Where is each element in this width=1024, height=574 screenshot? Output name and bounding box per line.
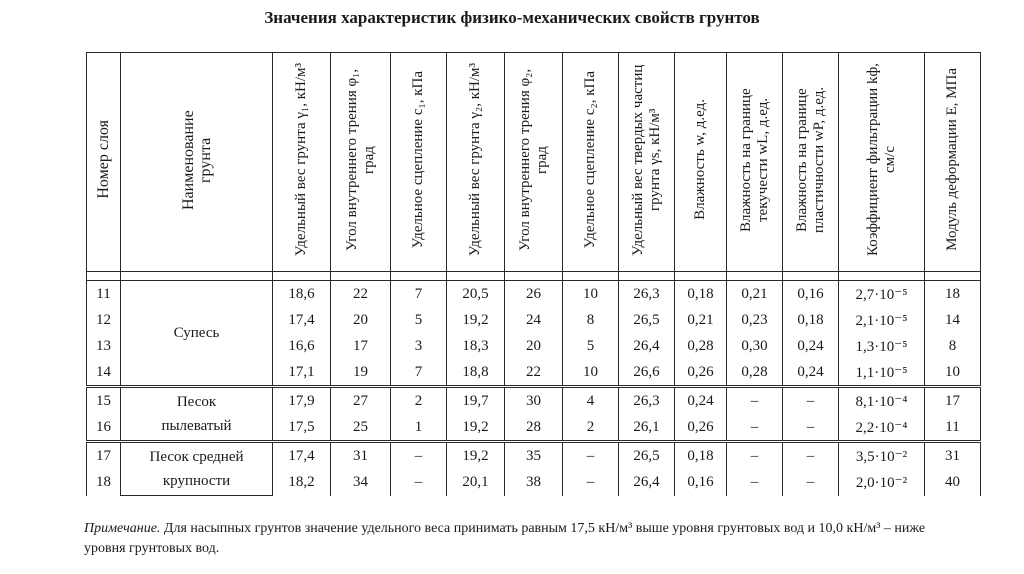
value-cell: 26,3 bbox=[619, 281, 675, 308]
value-cell: 38 bbox=[505, 469, 563, 495]
value-cell: 0,21 bbox=[727, 281, 783, 308]
spacer-cell bbox=[563, 272, 619, 281]
value-cell: 0,28 bbox=[727, 359, 783, 387]
value-cell: 1,3·10⁻⁵ bbox=[839, 333, 925, 359]
header-gamma-1 bbox=[273, 53, 331, 272]
value-cell: 2 bbox=[563, 414, 619, 442]
value-cell: 0,28 bbox=[675, 333, 727, 359]
spacer-cell bbox=[839, 272, 925, 281]
header-label: Угол внутреннего трения φ₁, град bbox=[343, 68, 377, 251]
spacer-cell bbox=[925, 272, 981, 281]
value-cell: 18,2 bbox=[273, 469, 331, 495]
value-cell: 0,30 bbox=[727, 333, 783, 359]
spacer-cell bbox=[447, 272, 505, 281]
spacer-cell bbox=[727, 272, 783, 281]
value-cell: 17,5 bbox=[273, 414, 331, 442]
value-cell: 7 bbox=[391, 359, 447, 387]
value-cell: 7 bbox=[391, 281, 447, 308]
value-cell: 0,18 bbox=[675, 281, 727, 308]
spacer-cell bbox=[87, 272, 121, 281]
value-cell: 17,4 bbox=[273, 442, 331, 470]
spacer-row bbox=[87, 272, 981, 281]
value-cell: 17 bbox=[331, 333, 391, 359]
header-modulus bbox=[925, 53, 981, 272]
value-cell: 26,4 bbox=[619, 469, 675, 495]
value-cell: 31 bbox=[925, 442, 981, 470]
soil-name-line: Песок средней bbox=[149, 449, 244, 465]
value-cell: – bbox=[727, 414, 783, 442]
table-body bbox=[87, 272, 981, 496]
value-cell: 10 bbox=[563, 359, 619, 387]
soil-name-line: пылеватый bbox=[161, 418, 232, 434]
value-cell: 0,26 bbox=[675, 414, 727, 442]
value-cell: 26,1 bbox=[619, 414, 675, 442]
value-cell: 18,3 bbox=[447, 333, 505, 359]
value-cell: 0,21 bbox=[675, 307, 727, 333]
value-cell: 20 bbox=[331, 307, 391, 333]
value-cell: 0,23 bbox=[727, 307, 783, 333]
value-cell: 17 bbox=[925, 387, 981, 415]
layer-number-cell: 15 bbox=[87, 387, 121, 415]
value-cell: 19,2 bbox=[447, 442, 505, 470]
value-cell: 26,5 bbox=[619, 307, 675, 333]
header-label: Угол внутреннего трения φ₂, град bbox=[516, 68, 550, 251]
value-cell: 27 bbox=[331, 387, 391, 415]
header-filtration bbox=[839, 53, 925, 272]
value-cell: 30 bbox=[505, 387, 563, 415]
value-cell: 2 bbox=[391, 387, 447, 415]
value-cell: – bbox=[563, 442, 619, 470]
value-cell: 5 bbox=[391, 307, 447, 333]
value-cell: 26,4 bbox=[619, 333, 675, 359]
value-cell: 26,5 bbox=[619, 442, 675, 470]
value-cell: 2,0·10⁻² bbox=[839, 469, 925, 495]
value-cell: 22 bbox=[331, 281, 391, 308]
soil-name-cell bbox=[121, 281, 273, 387]
header-c-2 bbox=[563, 53, 619, 272]
value-cell: 0,24 bbox=[675, 387, 727, 415]
header-label: Влажность на границе пластичности wP, д.ед. bbox=[793, 86, 827, 233]
spacer-cell bbox=[505, 272, 563, 281]
value-cell: 26,3 bbox=[619, 387, 675, 415]
value-cell: 31 bbox=[331, 442, 391, 470]
layer-number-cell: 17 bbox=[87, 442, 121, 470]
header-soil-name bbox=[121, 53, 273, 272]
value-cell: – bbox=[563, 469, 619, 495]
value-cell: 22 bbox=[505, 359, 563, 387]
spacer-cell bbox=[783, 272, 839, 281]
header-label: Модуль деформации E, МПа bbox=[944, 68, 960, 251]
value-cell: – bbox=[727, 387, 783, 415]
value-cell: – bbox=[783, 414, 839, 442]
soil-name-line: крупности bbox=[162, 473, 231, 489]
header-c-1 bbox=[391, 53, 447, 272]
spacer-cell bbox=[331, 272, 391, 281]
value-cell: 0,18 bbox=[675, 442, 727, 470]
value-cell: – bbox=[783, 442, 839, 470]
header-row bbox=[87, 53, 981, 272]
value-cell: 4 bbox=[563, 387, 619, 415]
value-cell: 19,2 bbox=[447, 307, 505, 333]
header-liquid-limit bbox=[727, 53, 783, 272]
spacer-cell bbox=[391, 272, 447, 281]
note-text: Для насыпных грунтов значение удельного веса принимать равным 17,5 кН/м³ выше уровня грунтовых вод и 10,0 кН/м³ – ниже уровня грунтовых вод. bbox=[84, 521, 926, 556]
header-plastic-limit bbox=[783, 53, 839, 272]
spacer-cell bbox=[619, 272, 675, 281]
value-cell: 0,16 bbox=[783, 281, 839, 308]
value-cell: 35 bbox=[505, 442, 563, 470]
value-cell: 17,1 bbox=[273, 359, 331, 387]
layer-number-cell: 12 bbox=[87, 307, 121, 333]
value-cell: 26,6 bbox=[619, 359, 675, 387]
note-label: Примечание. bbox=[84, 521, 161, 536]
value-cell: 18,6 bbox=[273, 281, 331, 308]
header-gamma-2 bbox=[447, 53, 505, 272]
header-layer-number bbox=[87, 53, 121, 272]
value-cell: 1 bbox=[391, 414, 447, 442]
value-cell: 18,8 bbox=[447, 359, 505, 387]
value-cell: 0,16 bbox=[675, 469, 727, 495]
value-cell: 40 bbox=[925, 469, 981, 495]
value-cell: 28 bbox=[505, 414, 563, 442]
soil-properties-table bbox=[86, 52, 981, 496]
value-cell: 34 bbox=[331, 469, 391, 495]
value-cell: – bbox=[391, 469, 447, 495]
header-label: Влажность на границе текучести wL, д.ед. bbox=[737, 87, 771, 232]
value-cell: 26 bbox=[505, 281, 563, 308]
layer-number-cell: 13 bbox=[87, 333, 121, 359]
header-label: Наименование грунта bbox=[179, 109, 214, 210]
footnote bbox=[84, 519, 954, 559]
value-cell: 14 bbox=[925, 307, 981, 333]
value-cell: 19,7 bbox=[447, 387, 505, 415]
layer-number-cell: 18 bbox=[87, 469, 121, 495]
layer-number-cell: 11 bbox=[87, 281, 121, 308]
value-cell: 19 bbox=[331, 359, 391, 387]
spacer-cell bbox=[121, 272, 273, 281]
value-cell: 8 bbox=[925, 333, 981, 359]
value-cell: 0,26 bbox=[675, 359, 727, 387]
value-cell: 18 bbox=[925, 281, 981, 308]
value-cell: – bbox=[391, 442, 447, 470]
value-cell: 8 bbox=[563, 307, 619, 333]
value-cell: 20 bbox=[505, 333, 563, 359]
table-row bbox=[87, 442, 981, 470]
soil-name-line: Супесь bbox=[173, 325, 220, 341]
table-row bbox=[87, 281, 981, 308]
value-cell: 5 bbox=[563, 333, 619, 359]
header-label: Удельный вес твердых частиц грунта γs, кН/м³ bbox=[629, 63, 663, 256]
value-cell: 10 bbox=[925, 359, 981, 387]
value-cell: 0,24 bbox=[783, 359, 839, 387]
header-label: Удельный вес грунта γ₁, кН/м³ bbox=[293, 62, 309, 257]
value-cell: 10 bbox=[563, 281, 619, 308]
layer-number-cell: 16 bbox=[87, 414, 121, 442]
value-cell: 20,1 bbox=[447, 469, 505, 495]
header-moisture bbox=[675, 53, 727, 272]
header-gamma-s bbox=[619, 53, 675, 272]
soil-name-cell bbox=[121, 442, 273, 496]
value-cell: 8,1·10⁻⁴ bbox=[839, 387, 925, 415]
value-cell: 20,5 bbox=[447, 281, 505, 308]
soil-name-line: Песок bbox=[176, 394, 217, 410]
header-phi-1 bbox=[331, 53, 391, 272]
value-cell: 2,1·10⁻⁵ bbox=[839, 307, 925, 333]
layer-number-cell: 14 bbox=[87, 359, 121, 387]
value-cell: 24 bbox=[505, 307, 563, 333]
table-title: Значения характеристик физико-механических свойств грунтов bbox=[264, 8, 760, 27]
header-label: Номер слоя bbox=[95, 120, 112, 199]
header-label: Удельное сцепление c₁, кПа bbox=[410, 70, 426, 249]
value-cell: – bbox=[727, 469, 783, 495]
value-cell: 25 bbox=[331, 414, 391, 442]
spacer-cell bbox=[273, 272, 331, 281]
value-cell: – bbox=[727, 442, 783, 470]
soil-name-cell bbox=[121, 387, 273, 442]
value-cell: 0,18 bbox=[783, 307, 839, 333]
value-cell: 3 bbox=[391, 333, 447, 359]
value-cell: 17,4 bbox=[273, 307, 331, 333]
value-cell: – bbox=[783, 387, 839, 415]
value-cell: – bbox=[783, 469, 839, 495]
value-cell: 2,2·10⁻⁴ bbox=[839, 414, 925, 442]
header-label: Влажность w, д.ед. bbox=[692, 99, 708, 220]
table-row bbox=[87, 387, 981, 415]
value-cell: 3,5·10⁻² bbox=[839, 442, 925, 470]
value-cell: 0,24 bbox=[783, 333, 839, 359]
value-cell: 16,6 bbox=[273, 333, 331, 359]
header-label: Удельный вес грунта γ₂, кН/м³ bbox=[467, 62, 483, 257]
value-cell: 19,2 bbox=[447, 414, 505, 442]
value-cell: 2,7·10⁻⁵ bbox=[839, 281, 925, 308]
spacer-cell bbox=[675, 272, 727, 281]
value-cell: 17,9 bbox=[273, 387, 331, 415]
header-label: Удельное сцепление c₂, кПа bbox=[582, 70, 598, 249]
value-cell: 1,1·10⁻⁵ bbox=[839, 359, 925, 387]
header-phi-2 bbox=[505, 53, 563, 272]
value-cell: 11 bbox=[925, 414, 981, 442]
header-label: Коэффициент фильтрации kф, см/с bbox=[864, 63, 898, 256]
